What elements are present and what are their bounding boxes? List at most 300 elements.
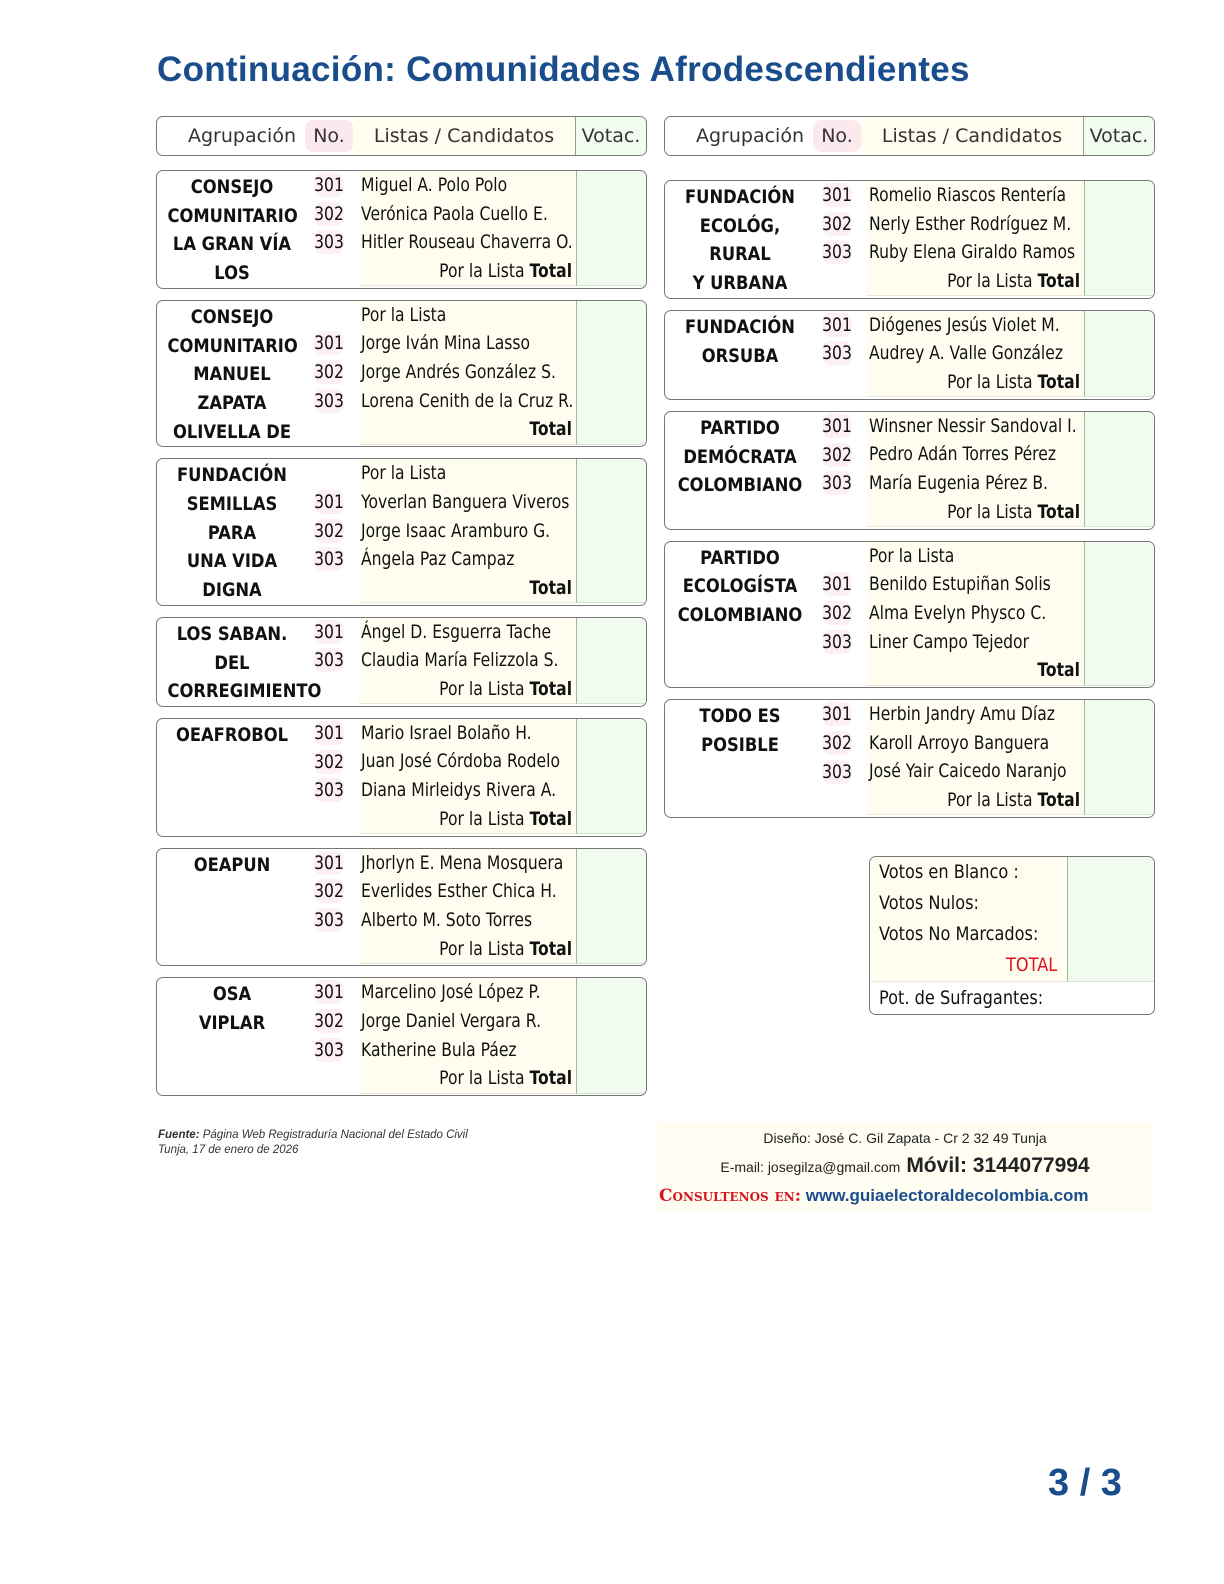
candidate-row [157,459,646,488]
header-agrupacion: Agrupación [187,125,296,147]
candidate-number: 302 [314,750,344,773]
candidate-name-cell [359,877,576,907]
candidate-number: 301 [822,573,852,596]
candidate-row [665,441,1154,470]
candidate-name-cell [359,747,576,777]
vote-cell[interactable] [1084,497,1154,527]
vote-cell[interactable] [576,459,646,489]
candidate-number: 301 [822,414,852,437]
group-name-line: CONSEJO [190,176,274,198]
list-total-cell [359,934,576,964]
group-name-line [168,446,297,447]
candidate-number: 303 [314,779,344,802]
candidate-name-cell [867,411,1084,441]
candidate-row [157,171,646,200]
list-total-cell [867,786,1084,816]
candidate-name: Audrey A. Valle González [869,342,1064,365]
group-name-line: SEMILLAS PARA [186,493,278,544]
candidate-number: 301 [314,174,344,196]
unmarked-votes-input[interactable] [1067,919,1154,951]
vote-cell[interactable] [576,516,646,546]
candidate-number: 302 [822,731,852,754]
candidate-name: Ángela Paz Campaz [361,548,515,571]
candidate-number: 301 [314,332,344,355]
list-total-cell [359,1064,576,1094]
header-listas: Listas / Candidatos [353,117,575,155]
vote-cell[interactable] [1084,728,1154,758]
candidate-name: Benildo Estupiñan Solis [869,573,1051,596]
candidate-row [157,387,646,416]
candidate-row [157,646,646,675]
candidate-name-cell [359,617,576,647]
candidate-row [157,849,646,878]
vote-cell[interactable] [1084,570,1154,600]
vote-cell[interactable] [576,257,646,287]
group-oeapun [156,848,647,967]
source-note [158,1128,468,1158]
candidate-row [665,311,1154,340]
group-fundacion-ecolog-rural-y-urbana-del-pacif-funerpa [664,180,1155,299]
por-la-lista-label: Por la Lista [947,500,1033,523]
candidate-row [157,301,646,330]
vote-cell[interactable] [576,171,646,201]
candidate-number: 301 [314,851,344,874]
vote-cell[interactable] [1084,310,1154,340]
null-votes-label: Votos Nulos: [879,892,979,914]
group-name-line: DEMÓCRATA [683,445,797,468]
blank-votes-input[interactable] [1067,857,1154,889]
vote-cell[interactable] [576,646,646,676]
candidate-row [665,181,1154,210]
candidate-number: 303 [822,760,852,783]
group-osa-viplar [156,977,647,1096]
candidate-name-cell [867,339,1084,369]
vote-cell[interactable] [576,776,646,806]
candidate-name: Jorge Iván Mina Lasso [361,332,531,355]
candidate-name: Juan José Córdoba Rodelo [361,750,560,773]
vote-cell[interactable] [576,1064,646,1094]
consult-label: Consultenos en: [659,1186,802,1206]
list-total-cell [359,804,576,834]
candidate-name: Katherine Bula Páez [361,1038,517,1061]
group-consejo-comunitario-manuel-zapata-olivella-de-san-antero [156,300,647,448]
list-total-cell [359,675,576,705]
candidate-row [157,416,646,445]
por-la-lista-label: Por la Lista [439,678,525,701]
candidate-name-cell [359,718,576,748]
candidate-name-cell [359,171,576,201]
potential-voters-label: Pot. de Sufragantes: [879,987,1044,1009]
candidate-name: Alma Evelyn Physco C. [869,601,1047,624]
total-label: Total [529,1067,572,1090]
vote-cell[interactable] [1084,700,1154,730]
vote-cell[interactable] [1084,181,1154,211]
list-total-cell [867,368,1084,398]
candidate-name-cell [867,181,1084,211]
por-la-lista-label: Por la Lista [869,544,955,567]
group-name-line: COLOMBIANO [677,604,803,627]
group-name-line: DIGNA [202,579,262,602]
mobile-text: Móvil: 3144077994 [906,1154,1090,1177]
group-name-line: OEAPUN [193,853,271,876]
vote-cell[interactable] [1084,440,1154,470]
vote-cell[interactable] [1084,627,1154,657]
vote-cell[interactable] [576,906,646,936]
vote-cell[interactable] [576,804,646,834]
potential-voters [870,981,1154,1014]
candidate-row [157,805,646,834]
candidate-name-cell [359,459,576,489]
unmarked-votes-label: Votos No Marcados: [879,923,1039,945]
candidate-name: María Eugenia Pérez B. [869,472,1048,495]
credits-box [657,1122,1153,1212]
candidate-number: 303 [314,548,344,571]
candidate-name-cell [359,386,576,416]
candidate-number: 302 [314,1010,344,1033]
candidate-name: Herbin Jandry Amu Díaz [869,703,1055,726]
candidate-number: 303 [314,389,344,412]
vote-cell[interactable] [1084,209,1154,239]
candidate-row [157,1036,646,1065]
list-total-cell [867,267,1084,297]
candidate-row [157,200,646,229]
candidate-name-cell [359,776,576,806]
vote-cell[interactable] [1084,368,1154,398]
summary-row-total [870,950,1154,981]
vote-cell[interactable] [576,877,646,907]
group-name-line: Y URBANA [692,272,788,295]
candidate-name-cell [867,627,1084,657]
list-total-cell [359,574,576,604]
consult-line [659,1186,1089,1206]
left-column [156,116,647,1107]
total-label: Total [529,576,572,599]
candidate-name-cell [359,545,576,575]
candidate-row [665,758,1154,787]
group-name-line: POSIBLE [701,733,779,756]
candidate-name: Lorena Cenith de la Cruz R. [361,389,574,412]
group-name-line: OSA [212,983,252,1006]
candidate-name: Marcelino José López P. [361,981,541,1004]
left-groups [156,170,647,1096]
candidate-name: Everlides Esther Chica H. [361,880,557,903]
candidate-name: José Yair Caicedo Naranjo [869,760,1067,783]
candidate-row [157,488,646,517]
group-consejo-comunitario-la-gran-via-los-remedios [156,170,647,289]
candidate-name-cell [359,329,576,359]
por-la-lista-label: Por la Lista [439,1067,525,1090]
candidate-name-cell [359,848,576,878]
candidate-name: Liner Campo Tejedor [869,630,1030,653]
candidate-row [157,776,646,805]
total-label: Total [529,937,572,960]
total-label: Total [1037,371,1080,394]
candidate-row [157,517,646,546]
vote-cell[interactable] [576,934,646,964]
candidate-number: 302 [314,202,344,225]
candidate-name-cell [867,209,1084,239]
por-la-lista-label: Por la Lista [439,937,525,960]
header-agrupacion: Agrupación [695,125,804,147]
blank-votes-label: Votos en Blanco : [879,861,1019,883]
candidate-number: 302 [822,443,852,466]
candidate-number: 303 [822,241,852,264]
total-label: Total [1037,659,1080,682]
candidate-name-cell [867,570,1084,600]
candidate-row [665,542,1154,571]
vote-cell[interactable] [576,978,646,1008]
candidate-number: 303 [314,649,344,672]
source-text: Página Web Registraduría Nacional del Estado Civil [199,1129,468,1141]
candidate-number: 303 [822,342,852,365]
summary-row-no-marcados [870,919,1154,950]
candidate-row [157,257,646,286]
total-label: Total [1037,500,1080,523]
vote-cell[interactable] [576,574,646,604]
candidate-row [665,368,1154,397]
header-votac: Votac. [1083,117,1154,155]
candidate-name: Miguel A. Polo Polo [361,173,508,196]
candidate-row [665,267,1154,296]
group-name-line: MANUEL ZAPATA [193,363,271,414]
candidate-row [157,978,646,1007]
group-partido-democrata-colombiano [664,411,1155,530]
source-date: Tunja, 17 de enero de 2026 [158,1144,299,1156]
vote-cell[interactable] [1084,541,1154,571]
group-name-line: LOS [214,262,250,285]
candidate-row [157,1007,646,1036]
vote-cell[interactable] [576,487,646,517]
header-no: No. [305,120,353,152]
candidate-name-cell [867,541,1084,571]
vote-cell[interactable] [576,386,646,416]
header-votac: Votac. [575,117,646,155]
total-label: Total [529,807,572,830]
group-name-line: COMUNITARIO [167,204,298,227]
candidate-name-cell [359,300,576,330]
candidate-row [157,877,646,906]
vote-cell[interactable] [576,329,646,359]
group-name-line: TODO ES [699,705,781,728]
list-total-cell [867,656,1084,686]
vote-cell[interactable] [1084,238,1154,268]
vote-cell[interactable] [1084,339,1154,369]
candidate-name: Jorge Isaac Aramburo G. [361,519,551,542]
candidate-row [157,748,646,777]
candidate-name: Verónica Paola Cuello E. [361,202,548,225]
total-label: Total [529,418,572,441]
total-label: Total [1037,789,1080,812]
null-votes-input[interactable] [1067,888,1154,920]
candidate-name: Jhorlyn E. Mena Mosquera [361,851,564,874]
group-partido-ecologista-colombiano [664,541,1155,689]
vote-cell[interactable] [576,718,646,748]
candidate-name-cell [867,599,1084,629]
source-label: Fuente: [158,1129,200,1141]
candidate-name: Winsner Nessir Sandoval I. [869,414,1077,437]
candidate-row [157,574,646,603]
vote-cell[interactable] [576,415,646,445]
candidate-row [665,339,1154,368]
table-header-left [156,116,647,156]
total-votes-input[interactable] [1067,950,1154,982]
por-la-lista-label: Por la Lista [439,807,525,830]
candidate-number: 301 [822,184,852,206]
design-credit: Diseño: José C. Gil Zapata - Cr 2 32 49 Tunja [763,1130,1047,1146]
por-la-lista-label: Por la Lista [439,259,525,282]
vote-cell[interactable] [1084,469,1154,499]
candidate-row [665,469,1154,498]
candidate-row [157,1065,646,1094]
candidate-number: 303 [314,1038,344,1061]
candidate-name: Ángel D. Esguerra Tache [361,620,552,643]
vote-cell[interactable] [576,1035,646,1065]
group-name-line: FUNDACIÓN [685,315,795,338]
group-name-line [168,706,297,707]
candidate-name: Mario Israel Bolaño H. [361,721,532,744]
candidate-name-cell [359,978,576,1008]
group-name-line: OLIVELLA DE [172,420,292,443]
group-name-line: ECOLOGÍSTA [682,575,798,598]
list-total-cell [359,257,576,287]
candidate-name: Alberto M. Soto Torres [361,908,533,931]
candidate-name: Romelio Riascos Rentería [869,183,1067,206]
candidate-row [665,498,1154,527]
candidate-name-cell [867,700,1084,730]
candidate-name-cell [359,516,576,546]
candidate-name: Jorge Andrés González S. [361,361,556,384]
table-header-right [664,116,1155,156]
candidate-number: 302 [314,361,344,384]
candidate-row [157,618,646,647]
vote-cell[interactable] [576,545,646,575]
candidate-number: 301 [314,981,344,1004]
vote-cell[interactable] [1084,656,1154,686]
vote-cell[interactable] [1084,267,1154,297]
vote-cell[interactable] [576,228,646,258]
group-los-saban-del-corregimiento-de-minguillo [156,617,647,707]
candidate-row [157,228,646,257]
candidate-name: Jorge Daniel Vergara R. [361,1010,542,1033]
por-la-lista-label: Por la Lista [361,462,447,485]
right-column [664,116,1155,829]
vote-cell[interactable] [1084,786,1154,816]
group-name-line: OEAFROBOL [175,723,289,746]
candidate-name-cell [359,487,576,517]
candidate-row [665,656,1154,685]
candidate-name: Ruby Elena Giraldo Ramos [869,241,1076,264]
candidate-row [157,719,646,748]
group-name-line: CORREGIMIENTO [167,680,322,703]
candidate-row [665,786,1154,815]
candidate-number: 302 [822,602,852,625]
total-label: Total [529,678,572,701]
vote-cell[interactable] [576,747,646,777]
group-name-line: COMUNITARIO [167,334,298,357]
group-oeafrobol [156,718,647,837]
candidate-number: 303 [822,630,852,653]
group-name-line: ORSUBA [701,344,779,367]
candidate-number: 302 [314,880,344,903]
por-la-lista-label: Por la Lista [947,789,1033,812]
total-label: Total [529,259,572,282]
vote-cell[interactable] [1084,599,1154,629]
candidate-name-cell [359,358,576,388]
vote-cell[interactable] [1084,411,1154,441]
total-label: TOTAL [1005,954,1057,976]
candidate-name-cell [867,310,1084,340]
candidate-name-cell [359,646,576,676]
candidate-row [157,935,646,964]
contact-line [657,1154,1153,1178]
vote-cell[interactable] [576,1007,646,1037]
vote-cell[interactable] [576,848,646,878]
vote-cell[interactable] [576,199,646,229]
candidate-name: Karoll Arroyo Banguera [869,731,1050,754]
candidate-row [665,729,1154,758]
group-name-line [168,605,297,606]
por-la-lista-label: Por la Lista [947,371,1033,394]
group-name-line: PARTIDO [700,546,780,569]
candidate-row [157,675,646,704]
candidate-name-cell [359,199,576,229]
right-groups [664,180,1155,818]
group-name-line: COLOMBIANO [677,474,803,497]
candidate-row [665,570,1154,599]
total-label: Total [1037,269,1080,292]
group-name-line: PARTIDO [700,416,780,439]
vote-cell[interactable] [1084,757,1154,787]
candidate-name: Diana Mirleidys Rivera A. [361,779,557,802]
candidate-number: 301 [314,620,344,643]
website-link[interactable]: www.guiaelectoraldecolombia.com [805,1186,1089,1205]
candidate-number: 301 [314,721,344,744]
group-fundacion-semillas-para-una-vida-digna-fusemvid [156,458,647,606]
candidate-name: Nerly Esther Rodríguez M. [869,212,1072,235]
candidate-row [665,599,1154,628]
candidate-row [157,906,646,935]
candidate-name: Yoverlan Banguera Viveros [361,490,570,513]
vote-cell[interactable] [576,617,646,647]
candidate-name-cell [867,238,1084,268]
candidate-row [157,545,646,574]
vote-cell[interactable] [576,358,646,388]
candidate-number: 302 [314,519,344,542]
candidate-number: 303 [314,909,344,932]
group-name-line: LA GRAN VÍA [172,233,292,256]
candidate-name-cell [867,469,1084,499]
candidate-name-cell [867,440,1084,470]
candidate-row [157,329,646,358]
candidate-row [665,412,1154,441]
candidate-row [665,700,1154,729]
candidate-name: Hitler Rouseau Chaverra O. [361,231,573,254]
candidate-number: 303 [822,472,852,495]
vote-cell[interactable] [576,300,646,330]
por-la-lista-label: Por la Lista [361,303,447,326]
candidate-name-cell [359,1035,576,1065]
candidate-row [665,238,1154,267]
vote-cell[interactable] [576,675,646,705]
group-todo-es-posible [664,699,1155,818]
group-fundacion-orsuba [664,310,1155,400]
candidate-number: 303 [314,231,344,254]
candidate-number: 302 [822,212,852,235]
candidate-number: 301 [314,490,344,513]
group-name-line: VIPLAR [198,1012,266,1035]
group-name-line: LOS SABAN. DEL [176,622,288,674]
group-name-line: ECOLÓG, RURAL [699,214,781,266]
